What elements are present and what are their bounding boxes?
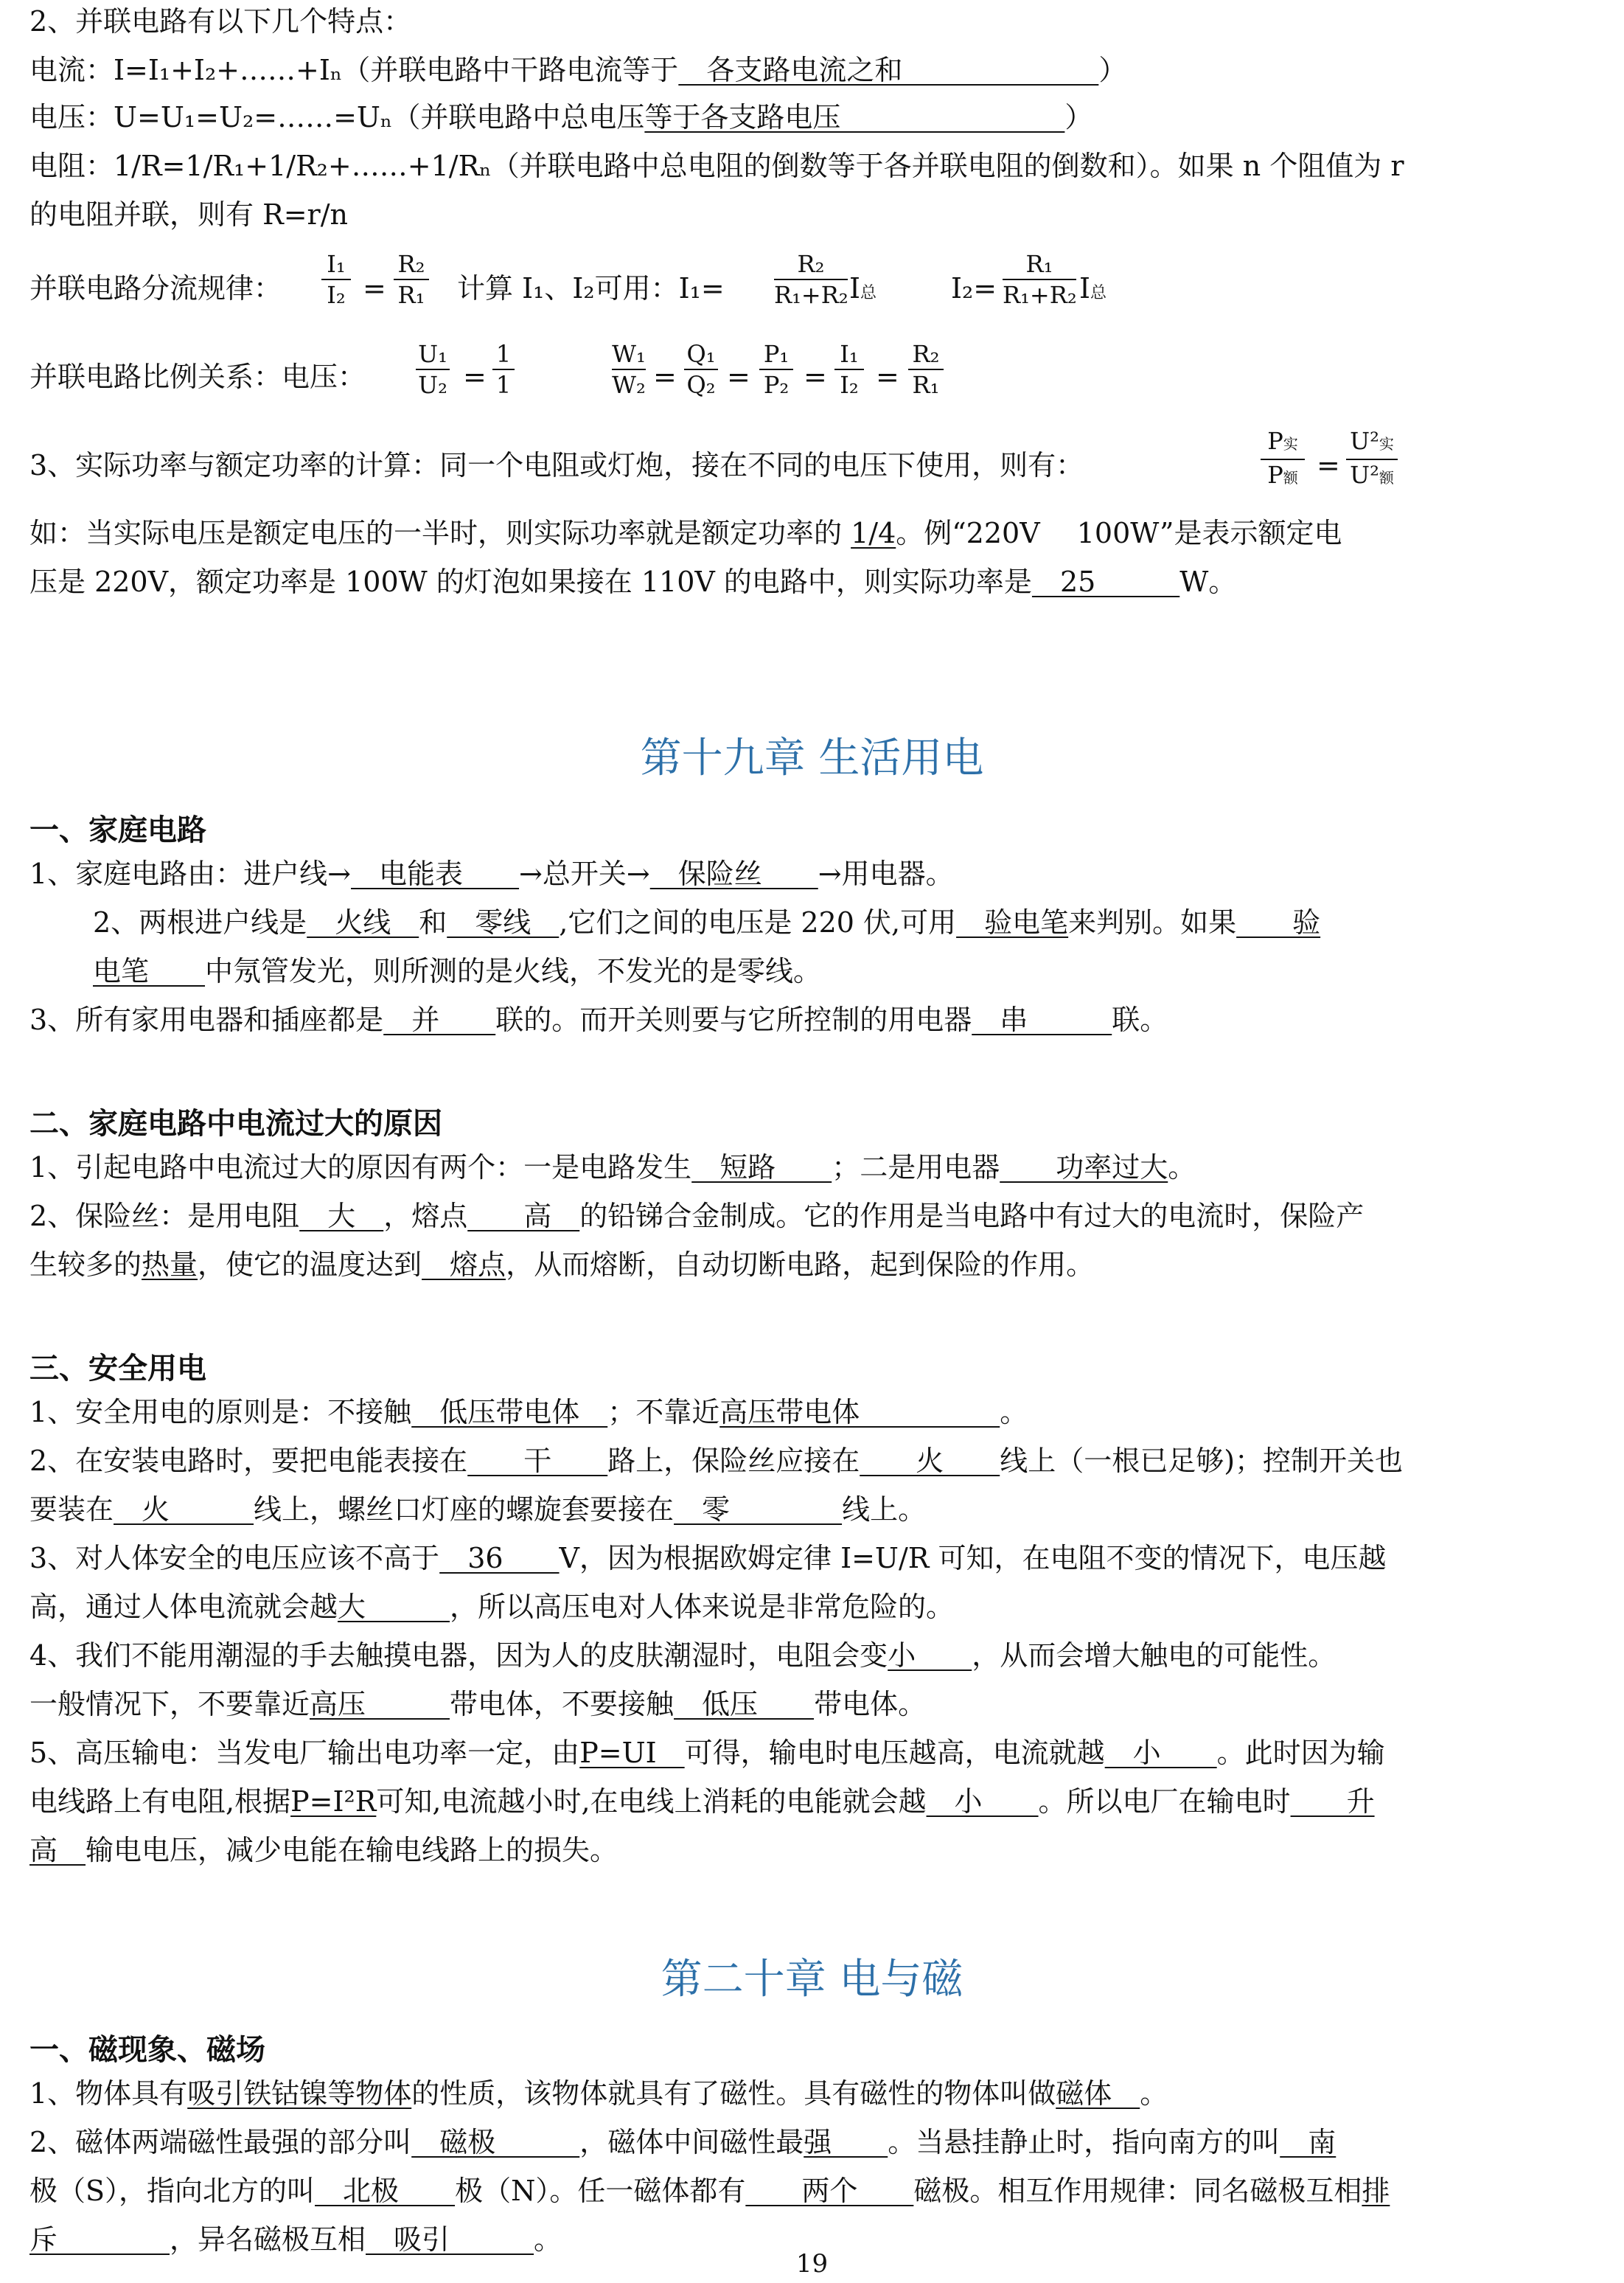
fraction-u2-actual: U²实 U²额 — [1346, 426, 1398, 493]
para-actual-power: 3、实际功率与额定功率的计算：同一个电阻或灯炮，接在不同的电压下使用，则有： — [29, 449, 1084, 482]
para-fuse-cont: 生较多的热量，使它的温度达到 熔点，从而熔断，自动切断电路，起到保险的作用。 — [29, 1248, 1095, 1281]
para-parallel-features: 2、并联电路有以下几个特点： — [29, 5, 412, 38]
para-example-cont: 压是 220V，额定功率是 100W 的灯泡如果接在 110V 的电路中，则实际功率是 25 W。 — [29, 566, 1237, 598]
section-magnetism: 一、磁现象、磁场 — [29, 2033, 265, 2067]
fraction-q1-q2: Q₁ Q₂ — [684, 339, 718, 400]
para-ratio: 并联电路比例关系：电压： — [29, 361, 366, 393]
para-home-circuit-2-cont: 电笔 中氖管发光，则所测的是火线，不发光的是零线。 — [93, 955, 822, 987]
para-home-circuit-1: 1、家庭电路由：进户线→ 电能表 →总开关→ 保险丝 →用电器。 — [29, 858, 954, 890]
chapter-19-title: 第十九章 生活用电 — [640, 734, 984, 782]
para-safety-5-end: 高 输电电压，减少电能在输电线路上的损失。 — [29, 1834, 618, 1866]
para-example: 如：当实际电压是额定电压的一半时，则实际功率就是额定功率的 1/4。例“220V 100W”是表示额定电 — [29, 517, 1342, 549]
chapter-20-title: 第二十章 电与磁 — [661, 1956, 963, 2004]
equals-sign: = — [1317, 449, 1340, 482]
para-magnetism-1: 1、物体具有吸引铁钴镍等物体的性质，该物体就具有了磁性。具有磁性的物体叫做磁体 。 — [29, 2077, 1168, 2110]
equals-sign: = — [463, 361, 487, 393]
para-magnetism-2-cont: 极（S），指向北方的叫 北极 极（N）。任一磁体都有 两个 磁极。相互作用规律：同名磁极互相排 — [29, 2175, 1390, 2207]
para-overcurrent-1: 1、引起电路中电流过大的原因有两个：一是电路发生 短路 ；二是用电器 功率过大。 — [29, 1151, 1196, 1184]
section-home-circuit: 一、家庭电路 — [29, 813, 206, 847]
i-total-2: I总 — [1079, 272, 1107, 305]
equals-sign: = — [363, 272, 386, 305]
fraction-i1-i2: I₁ I₂ — [321, 249, 351, 310]
fraction-p-actual: P实 P额 — [1261, 426, 1305, 493]
fraction-r2-r1r2: R₂ R₁+R₂ — [774, 250, 848, 309]
equals-sign: = — [804, 361, 827, 393]
section-overcurrent: 二、家庭电路中电流过大的原因 — [29, 1107, 442, 1141]
para-voltage: 电压：U=U₁=U₂=……=Uₙ（并联电路中总电压等于各支路电压 ） — [29, 101, 1093, 133]
para-safety-4-cont: 一般情况下，不要靠近高压 带电体，不要接触 低压 带电体。 — [29, 1688, 927, 1720]
fraction-i1-i2-b: I₁ I₂ — [834, 339, 864, 400]
section-safety: 三、安全用电 — [29, 1352, 206, 1386]
fraction-r1-r1r2: R₁ R₁+R₂ — [1003, 250, 1077, 309]
para-magnetism-2: 2、磁体两端磁性最强的部分叫 磁极 ，磁体中间磁性最强 。当悬挂静止时，指向南方的叫 南 — [29, 2126, 1337, 2158]
equals-sign: = — [876, 361, 899, 393]
para-safety-3: 3、对人体安全的电压应该不高于 36 V，因为根据欧姆定律 I=U/R 可知，在电阻不变的情况下，电压越 — [29, 1542, 1387, 1574]
fraction-p1-p2: P₁ P₂ — [759, 339, 793, 400]
para-current-division: 并联电路分流规律： — [29, 272, 282, 305]
fraction-r2-r1: R₂ R₁ — [394, 249, 429, 310]
fraction-w1-w2: W₁ W₂ — [612, 340, 646, 399]
i2-label: I₂= — [951, 272, 997, 305]
page-number: 19 — [795, 2249, 829, 2279]
equals-sign: = — [653, 361, 677, 393]
para-fuse: 2、保险丝：是用电阻 大 ，熔点 高 的铅锑合金制成。它的作用是当电路中有过大的电流时，保险产 — [29, 1200, 1365, 1232]
para-safety-2-cont: 要装在 火 线上，螺丝口灯座的螺旋套要接在 零 线上。 — [29, 1493, 927, 1526]
calc-label: 计算 I₁、I₂可用：I₁= — [457, 272, 725, 305]
para-current: 电流：I=I₁+I₂+……+Iₙ（并联电路中干路电流等于 各支路电流之和 ） — [29, 54, 1127, 86]
para-home-circuit-2: 2、两根进户线是 火线 和 零线 ,它们之间的电压是 220 伏,可用 验电笔来判别。如果 验 — [93, 906, 1321, 939]
i-total-1: I总 — [849, 272, 877, 305]
equals-sign: = — [727, 361, 750, 393]
para-safety-4: 4、我们不能用潮湿的手去触摸电器，因为人的皮肤潮湿时，电阻会变小 ，从而会增大触电的可能性。 — [29, 1639, 1337, 1672]
para-safety-5-cont: 电线路上有电阻,根据P=I²R可知,电流越小时,在电线上消耗的电能就会越 小 。所以电厂在输电时 升 — [29, 1785, 1375, 1818]
para-home-circuit-3: 3、所有家用电器和插座都是 并 联的。而开关则要与它所控制的用电器 串 联。 — [29, 1004, 1168, 1036]
para-safety-5: 5、高压输电：当发电厂输出电功率一定，由P=UI 可得，输电时电压越高，电流就越 小 。此时因为输 — [29, 1737, 1385, 1769]
fraction-r2-r1-b: R₂ R₁ — [908, 339, 944, 400]
para-safety-2: 2、在安装电路时，要把电能表接在 干 路上，保险丝应接在 火 线上（一根已足够)；控制开关也 — [29, 1445, 1404, 1477]
para-resistance: 电阻：1/R=1/R₁+1/R₂+……+1/Rₙ（并联电路中总电阻的倒数等于各并联电阻的倒数和）。如果 n 个阻值为 r — [29, 150, 1404, 182]
fraction-u1-u2: U₁ U₂ — [416, 339, 450, 400]
para-safety-3-cont: 高，通过人体电流就会越大 ，所以高压电对人体来说是非常危险的。 — [29, 1591, 955, 1623]
para-safety-1: 1、安全用电的原则是：不接触 低压带电体 ；不靠近高压带电体 。 — [29, 1396, 1028, 1428]
para-resistance-cont: 的电阻并联，则有 R=r/n — [29, 198, 348, 231]
fraction-1-1: 1 1 — [492, 339, 515, 400]
para-magnetism-2-end: 斥 ，异名磁极互相 吸引 。 — [29, 2223, 562, 2256]
